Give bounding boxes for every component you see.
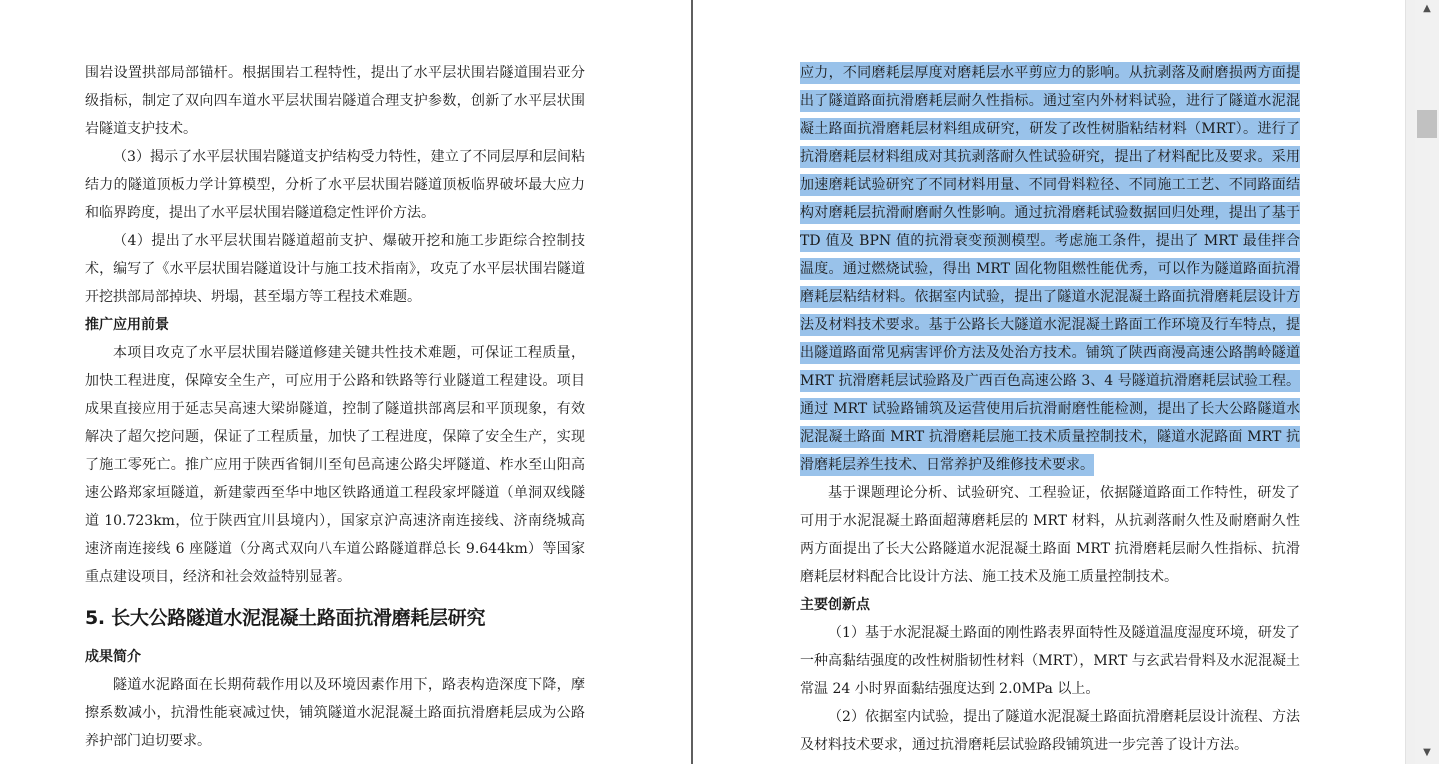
subheading-result-summary: 成果简介	[85, 649, 141, 665]
paragraph: （4）提出了水平层状围岩隧道超前支护、爆破开挖和施工步距综合控制技术，编写了《水平层状围岩隧道设计与施工技术指南》，攻克了水平层状围岩隧道开挖拱部局部掉块、坍塌，甚至塌方等工程技术难题。	[85, 233, 585, 305]
page-content	[800, 59, 1300, 759]
paragraph: （3）揭示了水平层状围岩隧道支护结构受力特性，建立了不同层厚和层间粘结力的隧道顶板力学计算模型，分析了水平层状围岩隧道顶板临界破坏最大应力和临界跨度，提出了水平层状围岩隧道稳定性评价方法。	[85, 149, 585, 221]
paragraph: 隧道水泥路面在长期荷载作用以及环境因素作用下，路表构造深度下降，摩擦系数减小，抗滑性能衰减过快，铺筑隧道水泥混凝土路面抗滑磨耗层成为公路养护部门迫切要求。	[85, 677, 585, 749]
paragraph: （2）依据室内试验，提出了隧道水泥混凝土路面抗滑磨耗层设计流程、方法及材料技术要求，通过抗滑磨耗层试验路段铺筑进一步完善了设计方法。	[800, 709, 1300, 753]
section-heading: 5. 长大公路隧道水泥混凝土路面抗滑磨耗层研究	[85, 607, 486, 629]
scrollbar-thumb[interactable]	[1417, 110, 1437, 138]
paragraph: 基于课题理论分析、试验研究、工程验证，依据隧道路面工作特性，研发了可用于水泥混凝土路面超薄磨耗层的 MRT 材料，从抗剥落耐久性及耐磨耐久性两方面提出了长大公路隧道水泥混凝土路面 MRT 抗滑磨耗层耐久性指标、抗滑磨耗层材料配合比设计方法、施工技术及施工质量控制技术。	[800, 485, 1300, 585]
scroll-down-arrow-icon[interactable]: ▼	[1423, 746, 1431, 758]
document-page-right	[693, 0, 1405, 764]
subheading-promotion-prospect: 推广应用前景	[85, 317, 169, 333]
paragraph: （1）基于水泥混凝土路面的刚性路表界面特性及隧道温度湿度环境，研发了一种高黏结强度的改性树脂韧性材料（MRT），MRT 与玄武岩骨料及水泥混凝土常温 24 小时界面黏结强度达到 2.0MPa 以上。	[800, 625, 1300, 697]
page-content	[85, 59, 585, 755]
selected-text-paragraph[interactable]	[800, 59, 1300, 479]
document-page-left	[0, 0, 691, 764]
paragraph: 本项目攻克了水平层状围岩隧道修建关键共性技术难题，可保证工程质量，加快工程进度，保障安全生产，可应用于公路和铁路等行业隧道工程建设。项目成果直接应用于延志吴高速大梁峁隧道，控制了隧道拱部离层和平顶现象，有效解决了超欠挖问题，保证了工程质量，加快了工程进度，保障了安全生产，实现了施工零死亡。推广应用于陕西省铜川至旬邑高速公路尖坪隧道、柞水至山阳高速公路郑家垣隧道，新建蒙西至华中地区铁路通道工程段家坪隧道（单洞双线隧道 10.723km，位于陕西宜川县境内），国家京沪高速济南连接线、济南绕城高速济南连接线 6 座隧道（分离式双向八车道公路隧道群总长 9.644km）等国家重点建设项目，经济和社会效益特别显著。	[85, 345, 585, 585]
subheading-main-innovations: 主要创新点	[800, 597, 870, 613]
scroll-up-arrow-icon[interactable]: ▲	[1423, 2, 1431, 14]
paragraph: 围岩设置拱部局部锚杆。根据围岩工程特性，提出了水平层状围岩隧道围岩亚分级指标，制定了双向四车道水平层状围岩隧道合理支护参数，创新了水平层状围岩隧道支护技术。	[85, 65, 585, 137]
text-selection-highlight[interactable]: 应力，不同磨耗层厚度对磨耗层水平剪应力的影响。从抗剥落及耐磨损两方面提出了隧道路面抗滑磨耗层耐久性指标。通过室内外材料试验，进行了隧道水泥混凝土路面抗滑磨耗层材料组成研究，研发了改性树脂粘结材料（MRT）。进行了抗滑磨耗层材料组成对其抗剥落耐久性试验研究，提出了材料配比及要求。采用加速磨耗试验研究了不同材料用量、不同骨料粒径、不同施工工艺、不同路面结构对磨耗层抗滑耐磨耐久性影响。通过抗滑磨耗试验数据回归处理，提出了基于 TD 值及 BPN 值的抗滑衰变预测模型。考虑施工条件，提出了 MRT 最佳拌合温度。通过燃烧试验，得出 MRT 固化物阻燃性能优秀，可以作为隧道路面抗滑磨耗层粘结材料。依据室内试验，提出了隧道水泥混凝土路面抗滑磨耗层设计方法及材料技术要求。基于公路长大隧道水泥混凝土路面工作环境及行车特点，提出隧道路面常见病害评价方法及处治方技术。铺筑了陕西商漫高速公路鹊岭隧道 MRT 抗滑磨耗层试验路及广西百色高速公路 3、4 号隧道抗滑磨耗层试验工程。通过 MRT 试验路铺筑及运营使用后抗滑耐磨性能检测，提出了长大公路隧道水泥混凝土路面 MRT 抗滑磨耗层施工技术质量控制技术，隧道水泥路面 MRT 抗滑磨耗层养生技术、日常养护及维修技术要求。	[800, 62, 1300, 476]
